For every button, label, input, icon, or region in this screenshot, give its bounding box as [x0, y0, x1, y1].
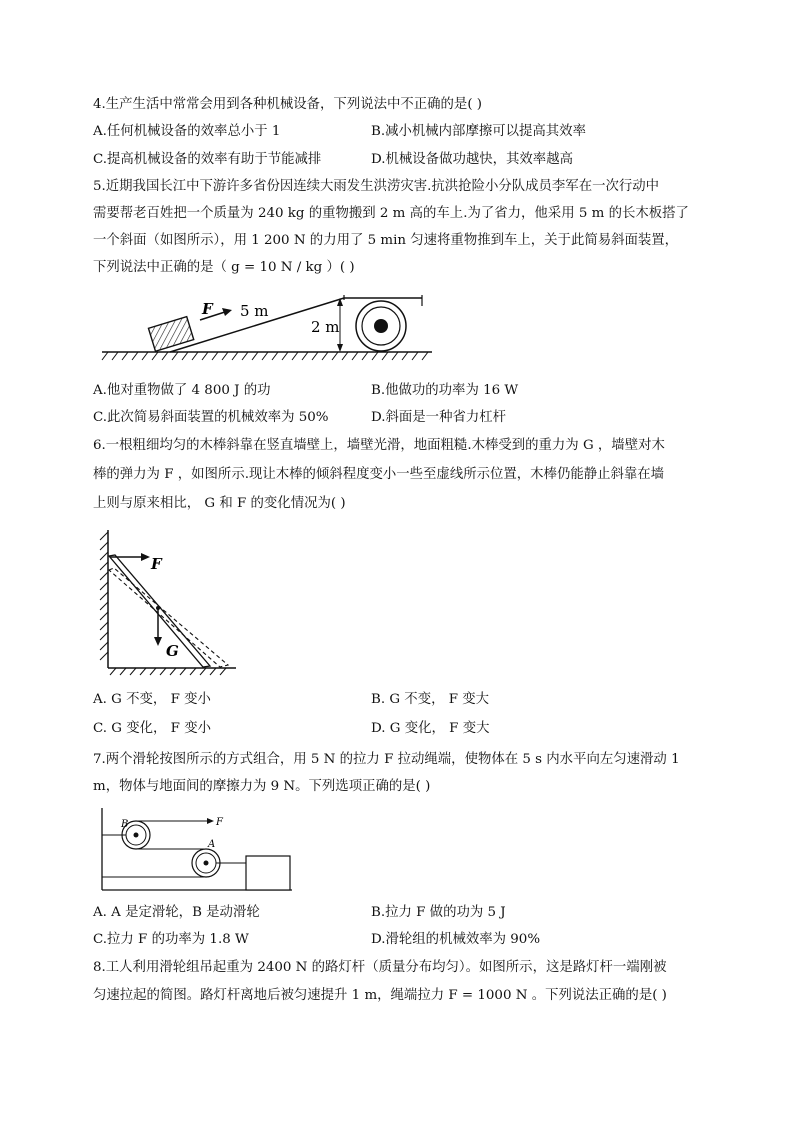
pulley-a-label: A	[208, 839, 216, 850]
q4-option-b: B.减小机械内部摩擦可以提高其效率	[371, 124, 586, 139]
q7-option-b: B.拉力 F 做的功为 5 J	[371, 905, 506, 920]
pulley-b-label: B	[121, 819, 129, 830]
q6-stem-line2: 棒的弹力为 F ，如图所示.现让木棒的倾斜程度变小一些至虚线所示位置，木棒仍能静止斜靠在墙	[93, 467, 665, 482]
q5-stem-line3: 一个斜面（如图所示），用 1 200 N 的力用了 5 min 匀速将重物推到车上，关于此简易斜面装置，	[93, 233, 679, 248]
pulley-system-figure	[96, 806, 296, 898]
pull-force-label: F	[216, 817, 223, 828]
q5-stem-line4: 下列说法中正确的是（ g = 10 N / kg ）( )	[93, 260, 355, 275]
q7-option-c: C.拉力 F 的功率为 1.8 W	[93, 932, 249, 947]
q5-option-c: C.此次简易斜面装置的机械效率为 50%	[93, 410, 329, 425]
q7-option-d: D.滑轮组的机械效率为 90%	[371, 932, 541, 947]
q4-option-d: D.机械设备做功越快，其效率越高	[371, 152, 573, 167]
force-label: F	[202, 300, 213, 318]
q4-option-c: C.提高机械设备的效率有助于节能减排	[93, 152, 322, 167]
q8-stem-line2: 匀速拉起的简图。路灯杆离地后被匀速提升 1 m，绳端拉力 F = 1000 N 。下列说法正确的是( )	[93, 988, 667, 1003]
q7-stem-line2: m，物体与地面间的摩擦力为 9 N。下列选项正确的是( )	[93, 779, 431, 794]
leaning-rod-figure	[96, 528, 241, 678]
q6-stem-line3: 上则与原来相比， G 和 F 的变化情况为( )	[93, 496, 346, 511]
q5-option-d: D.斜面是一种省力杠杆	[371, 410, 507, 425]
q6-option-d: D. G 变化， F 变大	[371, 721, 490, 736]
inclined-plane-figure	[100, 288, 440, 368]
gravity-label: G	[166, 642, 179, 660]
q5-option-a: A.他对重物做了 4 800 J 的功	[93, 383, 271, 398]
q6-option-c: C. G 变化， F 变小	[93, 721, 211, 736]
q7-option-a: A. A 是定滑轮，B 是动滑轮	[93, 905, 260, 920]
height-label: 2 m	[311, 318, 340, 336]
q5-stem-line2: 需要帮老百姓把一个质量为 240 kg 的重物搬到 2 m 高的车上.为了省力，他采用 5 m 的长木板搭了	[93, 206, 689, 221]
q6-option-a: A. G 不变， F 变小	[93, 692, 211, 707]
q4-stem: 4.生产生活中常常会用到各种机械设备，下列说法中不正确的是( )	[93, 97, 483, 112]
q6-stem-line1: 6.一根粗细均匀的木棒斜靠在竖直墙壁上，墙壁光滑，地面粗糙.木棒受到的重力为 G ，墙壁对木	[93, 438, 665, 453]
q4-option-a: A.任何机械设备的效率总小于 1	[93, 124, 281, 139]
q7-stem-line1: 7.两个滑轮按图所示的方式组合，用 5 N 的拉力 F 拉动绳端，使物体在 5 s 内水平向左匀速滑动 1	[93, 752, 680, 767]
q5-option-b: B.他做功的功率为 16 W	[371, 383, 519, 398]
q5-stem-line1: 5.近期我国长江中下游许多省份因连续大雨发生洪涝灾害.抗洪抢险小分队成员李军在一次行动中	[93, 179, 660, 194]
q8-stem-line1: 8.工人利用滑轮组吊起重为 2400 N 的路灯杆（质量分布均匀）。如图所示，这是路灯杆一端刚被	[93, 960, 667, 975]
wall-force-label: F	[151, 555, 162, 573]
q6-option-b: B. G 不变， F 变大	[371, 692, 490, 707]
plank-length-label: 5 m	[240, 302, 269, 320]
